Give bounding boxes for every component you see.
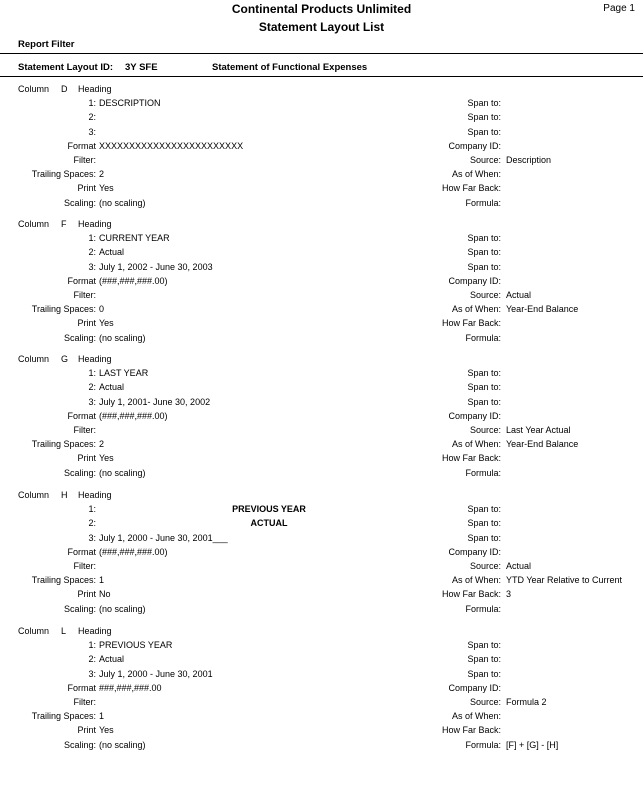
span3-label: Span to: — [467, 126, 501, 137]
print-label: Print — [77, 318, 96, 329]
asof-label: As of When: — [451, 575, 501, 586]
formula-value: [F] + [G] - [H] — [506, 739, 559, 750]
scaling-value: (no scaling) — [99, 332, 146, 343]
howfar-label: How Far Back: — [441, 589, 501, 600]
company-label: Company ID: — [448, 546, 501, 557]
scaling-value: (no scaling) — [99, 467, 146, 478]
company-label: Company ID: — [448, 682, 501, 693]
column-label: Column — [18, 84, 50, 94]
heading-line-number: 2: — [88, 518, 96, 529]
print-value: Yes — [99, 183, 114, 194]
span3-label: Span to: — [467, 396, 501, 407]
column-letter: L — [61, 626, 67, 636]
trailing-value: 2 — [99, 439, 105, 450]
layout-name: Statement of Functional Expenses — [212, 62, 368, 73]
filter-label: Filter: — [73, 697, 96, 707]
heading-line-number: 1: — [88, 233, 96, 244]
print-label: Print — [77, 453, 96, 464]
format-value: XXXXXXXXXXXXXXXXXXXXXXXX — [99, 140, 244, 151]
header-rule-top — [0, 53, 643, 54]
asof-value: Year-End Balance — [506, 439, 579, 450]
column-label: Column — [18, 219, 50, 229]
trailing-value: 0 — [99, 304, 105, 315]
trailing-value: 2 — [99, 169, 105, 180]
filter-label: Filter: — [73, 155, 96, 165]
heading-line-number: 1: — [88, 98, 96, 109]
format-label: Format — [67, 682, 96, 693]
page-number: Page 1 — [603, 3, 635, 14]
heading-line-2: Actual — [99, 247, 125, 258]
header-rule-bottom — [0, 76, 643, 77]
format-value: ###,###,###.00 — [99, 682, 162, 693]
heading-line-number: 1: — [88, 504, 96, 515]
heading-line-3: July 1, 2000 - June 30, 2001___ — [99, 532, 228, 543]
howfar-label: How Far Back: — [441, 183, 501, 194]
span2-label: Span to: — [467, 654, 501, 665]
company-label: Company ID: — [448, 140, 501, 151]
asof-value: Year-End Balance — [506, 304, 579, 315]
asof-label: As of When: — [451, 169, 501, 180]
trailing-label: Trailing Spaces: — [31, 304, 96, 315]
span2-label: Span to: — [467, 112, 501, 123]
column-label: Column — [18, 626, 50, 636]
print-value: Yes — [99, 725, 114, 736]
scaling-value: (no scaling) — [99, 603, 146, 614]
heading-centered-2: ACTUAL — [250, 518, 288, 529]
scaling-label: Scaling: — [63, 739, 96, 750]
howfar-label: How Far Back: — [441, 725, 501, 736]
print-value: Yes — [99, 453, 114, 464]
span1-label: Span to: — [467, 640, 501, 651]
layout-id-value: 3Y SFE — [125, 62, 158, 73]
format-value: (###,###,###.00) — [99, 275, 168, 286]
heading-line-1: DESCRIPTION — [99, 98, 161, 109]
heading-label: Heading — [78, 84, 112, 94]
span1-label: Span to: — [467, 368, 501, 379]
source-value: Last Year Actual — [506, 425, 571, 435]
heading-label: Heading — [78, 490, 112, 500]
howfar-label: How Far Back: — [441, 453, 501, 464]
formula-label: Formula: — [465, 467, 501, 478]
format-label: Format — [67, 546, 96, 557]
column-label: Column — [18, 354, 50, 364]
heading-centered-1: PREVIOUS YEAR — [232, 504, 306, 515]
trailing-label: Trailing Spaces: — [31, 169, 96, 180]
heading-line-number: 1: — [88, 368, 96, 379]
heading-line-2: Actual — [99, 382, 125, 393]
heading-line-number: 3: — [88, 261, 96, 272]
source-value: Actual — [506, 290, 532, 300]
heading-line-3: July 1, 2002 - June 30, 2003 — [99, 261, 213, 272]
print-label: Print — [77, 183, 96, 194]
span2-label: Span to: — [467, 382, 501, 393]
print-value: No — [99, 589, 111, 600]
trailing-label: Trailing Spaces: — [31, 439, 96, 450]
asof-label: As of When: — [451, 304, 501, 315]
heading-line-number: 1: — [88, 640, 96, 651]
heading-line-number: 2: — [88, 112, 96, 123]
howfar-value: 3 — [506, 589, 512, 600]
span3-label: Span to: — [467, 668, 501, 679]
company-name: Continental Products Unlimited — [231, 2, 412, 16]
column-letter: H — [61, 490, 68, 500]
source-label: Source: — [469, 697, 501, 707]
scaling-label: Scaling: — [63, 197, 96, 208]
column-letter: F — [61, 219, 67, 229]
span3-label: Span to: — [467, 532, 501, 543]
trailing-value: 1 — [99, 575, 105, 586]
scaling-label: Scaling: — [63, 332, 96, 343]
print-label: Print — [77, 589, 96, 600]
heading-line-1: LAST YEAR — [99, 368, 149, 379]
filter-label: Filter: — [73, 290, 96, 300]
source-label: Source: — [469, 561, 501, 571]
formula-label: Formula: — [465, 197, 501, 208]
format-label: Format — [67, 410, 96, 421]
formula-label: Formula: — [465, 603, 501, 614]
heading-line-3: July 1, 2001- June 30, 2002 — [99, 396, 211, 407]
source-value: Actual — [506, 561, 532, 571]
heading-label: Heading — [78, 626, 112, 636]
company-label: Company ID: — [448, 410, 501, 421]
column-letter: G — [61, 354, 69, 364]
heading-line-number: 3: — [88, 532, 96, 543]
column-label: Column — [18, 490, 50, 500]
source-label: Source: — [469, 425, 501, 435]
heading-line-number: 3: — [88, 668, 96, 679]
scaling-label: Scaling: — [63, 603, 96, 614]
heading-line-number: 2: — [88, 654, 96, 665]
layout-id-label: Statement Layout ID: — [18, 62, 114, 73]
format-label: Format — [67, 140, 96, 151]
scaling-value: (no scaling) — [99, 739, 146, 750]
format-value: (###,###,###.00) — [99, 546, 168, 557]
heading-line-number: 3: — [88, 126, 96, 137]
trailing-label: Trailing Spaces: — [31, 711, 96, 722]
asof-label: As of When: — [451, 711, 501, 722]
heading-line-2: Actual — [99, 654, 125, 665]
heading-label: Heading — [78, 219, 112, 229]
source-label: Source: — [469, 155, 501, 165]
howfar-label: How Far Back: — [441, 318, 501, 329]
heading-line-number: 2: — [88, 247, 96, 258]
formula-label: Formula: — [465, 739, 501, 750]
heading-line-number: 3: — [88, 396, 96, 407]
source-value: Description — [506, 155, 552, 165]
formula-label: Formula: — [465, 332, 501, 343]
company-label: Company ID: — [448, 275, 501, 286]
span1-label: Span to: — [467, 233, 501, 244]
heading-line-1: PREVIOUS YEAR — [99, 640, 173, 651]
trailing-value: 1 — [99, 711, 105, 722]
heading-label: Heading — [78, 354, 112, 364]
heading-line-1: CURRENT YEAR — [99, 233, 170, 244]
span2-label: Span to: — [467, 518, 501, 529]
span3-label: Span to: — [467, 261, 501, 272]
format-value: (###,###,###.00) — [99, 410, 168, 421]
print-label: Print — [77, 725, 96, 736]
scaling-label: Scaling: — [63, 467, 96, 478]
filter-label: Filter: — [73, 561, 96, 571]
column-letter: D — [61, 84, 68, 94]
span1-label: Span to: — [467, 504, 501, 515]
asof-value: YTD Year Relative to Current — [506, 575, 623, 586]
source-value: Formula 2 — [506, 697, 547, 707]
source-label: Source: — [469, 290, 501, 300]
report-title: Statement Layout List — [258, 20, 385, 34]
heading-line-number: 2: — [88, 382, 96, 393]
filter-label: Filter: — [73, 425, 96, 435]
span2-label: Span to: — [467, 247, 501, 258]
print-value: Yes — [99, 318, 114, 329]
trailing-label: Trailing Spaces: — [31, 575, 96, 586]
heading-line-3: July 1, 2000 - June 30, 2001 — [99, 668, 213, 679]
scaling-value: (no scaling) — [99, 197, 146, 208]
format-label: Format — [67, 275, 96, 286]
asof-label: As of When: — [451, 439, 501, 450]
report-filter-label: Report Filter — [18, 39, 75, 50]
span1-label: Span to: — [467, 98, 501, 109]
